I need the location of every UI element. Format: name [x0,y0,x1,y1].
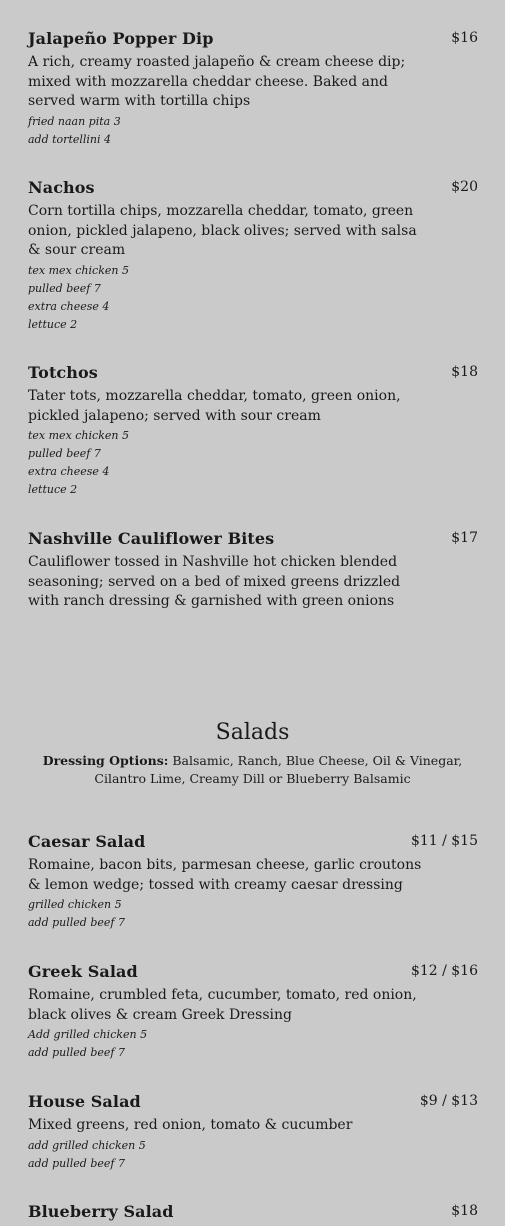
item-price: $17 [451,530,478,546]
addon-list [28,427,478,499]
item-price: $20 [451,179,478,195]
addon-list [28,1026,478,1062]
section-title-salads: Salads [215,720,290,745]
menu-item-nashville-cauliflower-bites [28,529,478,612]
addon-list [28,1137,478,1173]
item-price: $18 [451,364,478,380]
dressing-label: Dressing Options: [42,753,169,768]
addon-option: add pulled beef 7 [28,1156,125,1170]
addon-option: add grilled chicken 5 [28,1138,146,1152]
addon-option: grilled chicken 5 [28,898,122,911]
menu-item-blueberry-salad [28,1202,478,1224]
item-price: $11 / $15 [410,833,478,849]
item-name: Caesar Salad [28,832,146,851]
addon-option: add pulled beef 7 [28,916,125,929]
addon-option: Add grilled chicken 5 [28,1028,148,1041]
item-name: House Salad [28,1092,141,1111]
addon-option: pulled beef 7 [28,447,101,460]
item-price: $16 [451,30,478,46]
menu-item-nachos [28,178,478,334]
addon-option: add tortellini 4 [28,132,112,146]
addon-option: lettuce 2 [28,483,78,496]
item-price: $12 / $16 [410,963,478,979]
menu-item-jalapeno-popper-dip [28,29,478,149]
addon-list [28,113,478,149]
addon-list [28,262,478,334]
item-price: $9 / $13 [419,1093,478,1109]
addon-option: extra cheese 4 [28,465,110,478]
addon-option: tex mex chicken 5 [28,429,129,442]
item-name: Greek Salad [28,962,138,981]
item-description: Corn tortilla chips, mozzarella cheddar, tomato, green onion, pickled jalapeno, black olives; served with salsa & sour cream [28,203,417,258]
addon-list [28,896,478,932]
item-price: $18 [451,1203,478,1219]
item-name: Blueberry Salad [28,1202,174,1221]
menu-item-house-salad [28,1092,478,1173]
menu-item-totchos [28,363,478,499]
menu-item-caesar-salad [28,832,478,932]
item-description: Romaine, crumbled feta, cucumber, tomato, red onion, black olives & cream Greek Dressing [28,987,417,1023]
addon-option: pulled beef 7 [28,281,101,295]
addon-option: add pulled beef 7 [28,1046,125,1059]
menu-item-greek-salad [28,962,478,1062]
item-description: Cauliflower tossed in Nashville hot chicken blended seasoning; served on a bed of mixed greens drizzled with ranch dressing & garnished with green onions [28,554,401,609]
addon-option: extra cheese 4 [28,299,110,313]
item-name: Totchos [28,363,98,382]
addon-option: tex mex chicken 5 [28,263,129,277]
item-description: Mixed greens, red onion, tomato & cucumber [28,1117,353,1133]
item-name: Nachos [28,178,95,197]
addon-option: fried naan pita 3 [28,114,121,128]
item-description: A rich, creamy roasted jalapeño & cream cheese dip; mixed with mozzarella cheddar cheese. Baked and served warm with tortilla chips [28,54,406,109]
addon-option: lettuce 2 [28,317,78,331]
dressing-list: Balsamic, Ranch, Blue Cheese, Oil & Vinegar, Cilantro Lime, Creamy Dill or Blueberry Balsamic [94,753,463,786]
item-name: Nashville Cauliflower Bites [28,529,275,548]
dressing-options [34,752,471,788]
item-description: Romaine, bacon bits, parmesan cheese, garlic croutons & lemon wedge; tossed with creamy caesar dressing [28,857,422,893]
item-description: Tater tots, mozzarella cheddar, tomato, green onion, pickled jalapeno; served with sour cream [28,388,401,424]
item-name: Jalapeño Popper Dip [28,29,214,48]
